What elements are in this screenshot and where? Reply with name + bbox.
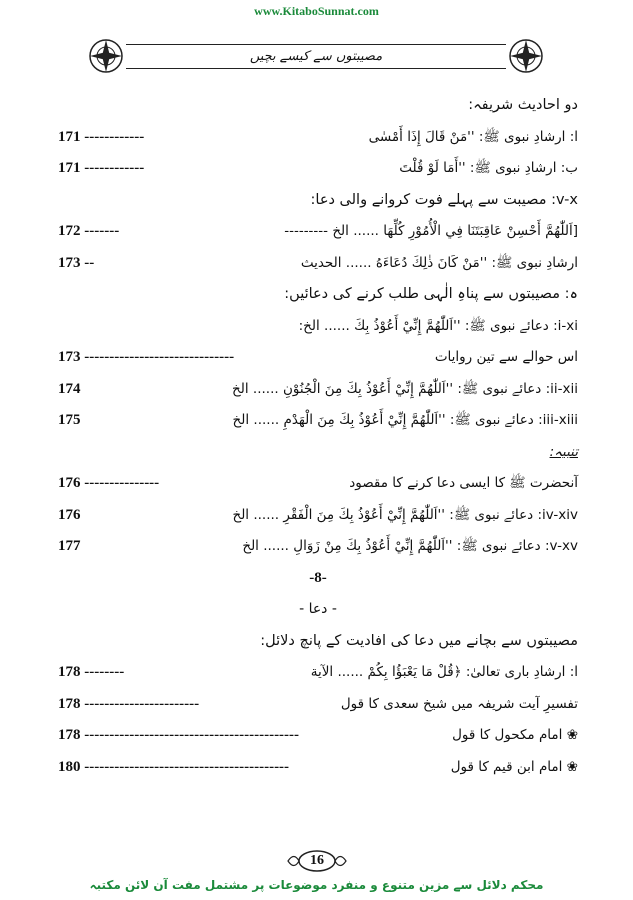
table-of-contents bbox=[58, 92, 578, 785]
toc-page-number: 176 bbox=[58, 506, 81, 523]
ornament-right-icon bbox=[506, 36, 546, 76]
toc-entry-text: ❀ امام ابن قیم کا قول bbox=[450, 758, 578, 775]
toc-row bbox=[58, 376, 578, 402]
toc-page-number: 173 ------------------------------ bbox=[58, 349, 235, 365]
toc-page-number: 174 bbox=[58, 380, 81, 397]
toc-page-number: 178 ------------------------------------------- bbox=[58, 727, 300, 743]
page-number: 16 bbox=[310, 853, 324, 868]
section-number bbox=[58, 565, 578, 591]
toc-entry-text: ا: ارشادِ باری تعالیٰ: ﴿قُلْ مَا يَعْبَؤُا بِكُمْ ...... الآیة bbox=[310, 664, 578, 680]
toc-row bbox=[58, 691, 578, 717]
toc-page-number: 178 -------- bbox=[58, 664, 125, 680]
toc-page-number: 171 ------------ bbox=[58, 128, 145, 145]
toc-page-number: 172 ------- bbox=[58, 223, 120, 239]
toc-row bbox=[58, 533, 578, 559]
toc-row bbox=[58, 250, 578, 276]
toc-entry-text: ب: ارشادِ نبوی ﷺ: ''أَمَا لَوْ قُلْتَ bbox=[399, 160, 578, 176]
toc-entry-text: v-xv: دعائے نبوی ﷺ: ''اَللّٰهُمَّ إِنِّيْ أَعُوْذُ بِكَ مِنْ زَوَالِ ...... الخ bbox=[242, 538, 578, 554]
toc-entry-text: اس حوالے سے تین روایات bbox=[434, 349, 578, 365]
toc-row bbox=[58, 754, 578, 780]
toc-row bbox=[58, 281, 578, 307]
toc-row bbox=[58, 92, 578, 118]
header-rule-bottom bbox=[126, 68, 506, 69]
toc-row bbox=[58, 218, 578, 244]
toc-page-number: 180 ----------------------------------------- bbox=[58, 758, 290, 775]
toc-entry-text: iii-xiii: دعائے نبوی ﷺ: ''اَللّٰهُمَّ إِنِّيْ أَعُوْذُ بِكَ مِنَ الْهَدْمِ ...... الخ bbox=[232, 412, 578, 428]
toc-row bbox=[58, 124, 578, 150]
toc-row bbox=[58, 344, 578, 370]
toc-row bbox=[58, 187, 578, 213]
section-title bbox=[58, 596, 578, 622]
toc-row bbox=[58, 313, 578, 339]
toc-note-heading: تنبیہ: bbox=[549, 443, 578, 460]
toc-entry-text: آنحضرت ﷺ کا ایسی دعا کرنے کا مقصود bbox=[349, 475, 578, 491]
toc-entry-text: ا: ارشادِ نبوی ﷺ: ''مَنْ قَالَ إِذَا أَمْسٰى bbox=[368, 128, 578, 145]
toc-entry-text: ہ: مصیبتوں سے پناہِ الٰہی طلب کرنے کی دعائیں: bbox=[284, 286, 578, 302]
toc-page-number: 178 ----------------------- bbox=[58, 695, 200, 712]
toc-entry-text: v-x: مصیبت سے پہلے فوت کروانے والی دعا: bbox=[310, 191, 578, 208]
toc-row bbox=[58, 722, 578, 748]
toc-entry-text: مصیبتوں سے بچانے میں دعا کی افادیت کے پانچ دلائل: bbox=[260, 632, 578, 649]
toc-entry-text: iv-xiv: دعائے نبوی ﷺ: ''اَللّٰهُمَّ إِنِّيْ أَعُوْذُ بِكَ مِنَ الْفَقْرِ ...... الخ bbox=[232, 506, 578, 523]
toc-entry-text: ❀ امام مکحول کا قول bbox=[452, 727, 578, 743]
toc-row bbox=[58, 659, 578, 685]
header-rule-top bbox=[126, 44, 506, 45]
toc-row bbox=[58, 439, 578, 465]
toc-page-number: 176 --------------- bbox=[58, 475, 160, 491]
toc-entry-text: i-xi: دعائے نبوی ﷺ: ''اَللّٰهُمَّ إِنِّيْ أَعُوْذُ بِكَ ...... الخ: bbox=[298, 317, 578, 334]
toc-entry-text: دو احادیث شریفہ: bbox=[468, 97, 578, 113]
footer-text: محکم دلائل سے مزین متنوع و منفرد موضوعات پر مشتمل مفت آن لائن مکتبہ bbox=[89, 878, 544, 892]
site-url[interactable]: www.KitaboSunnat.com bbox=[254, 4, 379, 18]
toc-entry-text: تفسیرِ آیت شریفہ میں شیخ سعدی کا قول bbox=[340, 695, 578, 712]
toc-row bbox=[58, 407, 578, 433]
page-number-badge bbox=[286, 848, 348, 874]
toc-page-number: 171 ------------ bbox=[58, 160, 145, 176]
toc-row bbox=[58, 470, 578, 496]
toc-row bbox=[58, 502, 578, 528]
toc-page-number: 177 bbox=[58, 538, 81, 554]
toc-entry-text: [اَللّٰهُمَّ أَحْسِنْ عَاقِبَتَنَا فِي الْأُمُوْرِ كُلِّهَا ...... الخ --------- bbox=[284, 223, 578, 239]
section-number-label: -8- bbox=[309, 569, 327, 586]
toc-row bbox=[58, 628, 578, 654]
header-title: مصیبتوں سے کیسے بچیں bbox=[249, 49, 383, 64]
toc-row bbox=[58, 155, 578, 181]
toc-entry-text: ارشادِ نبوی ﷺ: ''مَنْ كَانَ ذٰلِكَ دُعَاءَهُ ...... الحدیث bbox=[300, 254, 578, 271]
toc-page-number: 173 -- bbox=[58, 254, 95, 271]
toc-entry-text: ii-xii: دعائے نبوی ﷺ: ''اَللّٰهُمَّ إِنِّيْ أَعُوْذُ بِكَ مِنَ الْجُنُوْنِ ...... الخ bbox=[232, 380, 578, 397]
section-title-label: - دعا - bbox=[299, 601, 337, 617]
toc-page-number: 175 bbox=[58, 412, 81, 428]
chapter-header bbox=[86, 34, 546, 80]
ornament-left-icon bbox=[86, 36, 126, 76]
